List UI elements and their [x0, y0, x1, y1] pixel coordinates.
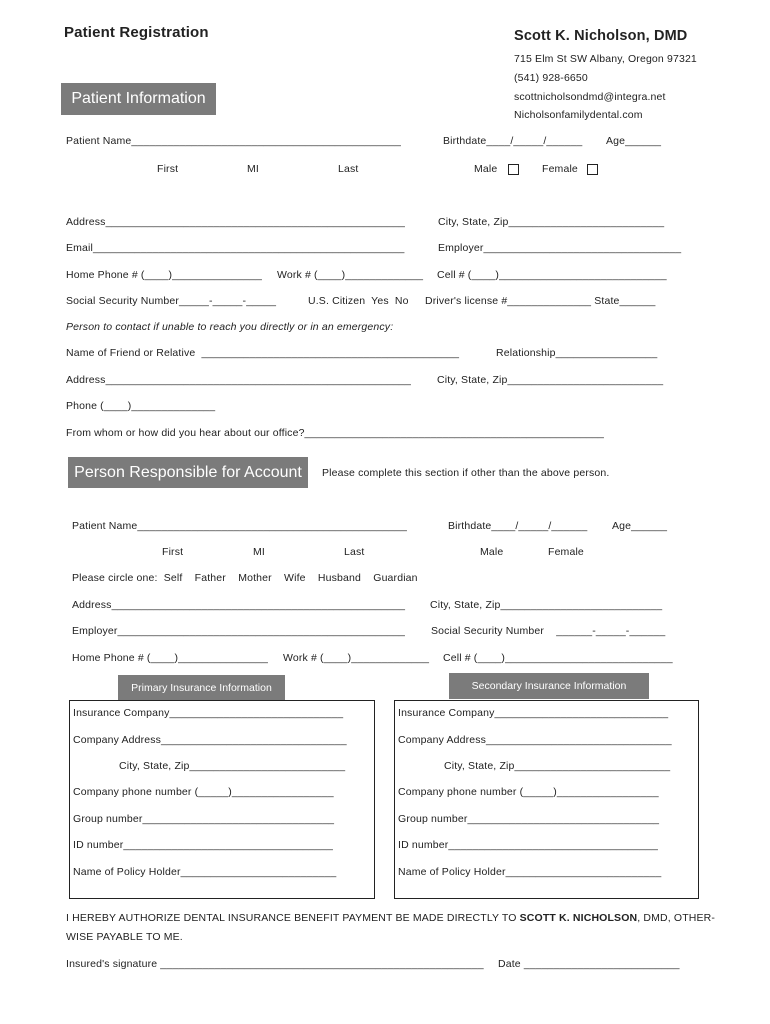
relationship-field[interactable]: Relationship_________________	[496, 347, 658, 359]
male-label: Male	[474, 163, 498, 175]
secondary-group-number-field[interactable]: Group number________________________________	[398, 813, 660, 825]
responsible-party-banner: Person Responsible for Account	[68, 457, 308, 488]
primary-id-number-field[interactable]: ID number___________________________________	[73, 839, 334, 851]
city-state-zip-field[interactable]: City, State, Zip__________________________	[438, 216, 665, 228]
first-label: First	[157, 163, 179, 175]
secondary-company-phone-field[interactable]: Company phone number (_____)_________________	[398, 786, 659, 798]
birthdate-field[interactable]: Birthdate____/_____/______	[443, 135, 583, 147]
responsible-mi-label: MI	[253, 546, 265, 558]
authorization-text-post: , DMD, OTHER-	[637, 912, 716, 924]
responsible-city-state-zip-field[interactable]: City, State, Zip___________________________	[430, 599, 663, 611]
responsible-first-label: First	[162, 546, 184, 558]
female-checkbox[interactable]	[587, 164, 598, 175]
practice-email: scottnicholsondmd@integra.net	[514, 91, 666, 103]
us-citizen-field[interactable]: U.S. Citizen Yes No	[308, 295, 409, 307]
authorization-doctor-name: SCOTT K. NICHOLSON	[519, 912, 638, 924]
work-phone-field[interactable]: Work # (____)_____________	[277, 269, 424, 281]
primary-insurance-banner: Primary Insurance Information	[118, 675, 285, 700]
responsible-birthdate-field[interactable]: Birthdate____/_____/______	[448, 520, 588, 532]
responsible-cell-phone-field[interactable]: Cell # (____)____________________________	[443, 652, 673, 664]
cell-phone-field[interactable]: Cell # (____)____________________________	[437, 269, 667, 281]
referral-source-field[interactable]: From whom or how did you hear about our office?__________________________________________________	[66, 427, 605, 439]
responsible-party-note: Please complete this section if other than the above person.	[322, 467, 610, 479]
responsible-name-field[interactable]: Patient Name_____________________________________________	[72, 520, 407, 532]
insured-signature-field[interactable]: Insured's signature ______________________________________________________	[66, 958, 484, 970]
primary-policy-holder-field[interactable]: Name of Policy Holder__________________________	[73, 866, 337, 878]
contact-address-field[interactable]: Address___________________________________________________	[66, 374, 412, 386]
home-phone-field[interactable]: Home Phone # (____)_______________	[66, 269, 263, 281]
patient-name-field[interactable]: Patient Name_____________________________________________	[66, 135, 401, 147]
address-field[interactable]: Address__________________________________________________	[66, 216, 406, 228]
friend-relative-field[interactable]: Name of Friend or Relative ___________________________________________	[66, 347, 460, 359]
contact-phone-field[interactable]: Phone (____)______________	[66, 400, 216, 412]
secondary-id-number-field[interactable]: ID number___________________________________	[398, 839, 659, 851]
responsible-employer-field[interactable]: Employer________________________________________________	[72, 625, 406, 637]
last-label: Last	[338, 163, 359, 175]
primary-company-address-field[interactable]: Company Address_______________________________	[73, 734, 347, 746]
secondary-insurance-company-field[interactable]: Insurance Company_____________________________	[398, 707, 669, 719]
doctor-name: Scott K. Nicholson, DMD	[514, 28, 688, 44]
ssn-field[interactable]: Social Security Number_____-_____-_____	[66, 295, 277, 307]
responsible-work-phone-field[interactable]: Work # (____)_____________	[283, 652, 430, 664]
practice-phone: (541) 928-6650	[514, 72, 588, 84]
male-checkbox[interactable]	[508, 164, 519, 175]
employer-field[interactable]: Employer_________________________________	[438, 242, 682, 254]
responsible-last-label: Last	[344, 546, 365, 558]
practice-website: Nicholsonfamilydental.com	[514, 109, 643, 121]
mi-label: MI	[247, 163, 259, 175]
drivers-license-field[interactable]: Driver's license #______________ State______	[425, 295, 656, 307]
secondary-insurance-banner: Secondary Insurance Information	[449, 673, 649, 699]
authorization-text-pre: I HEREBY AUTHORIZE DENTAL INSURANCE BENEFIT PAYMENT BE MADE DIRECTLY TO	[66, 912, 520, 924]
responsible-home-phone-field[interactable]: Home Phone # (____)_______________	[72, 652, 269, 664]
responsible-age-field[interactable]: Age______	[612, 520, 668, 532]
practice-address: 715 Elm St SW Albany, Oregon 97321	[514, 53, 697, 65]
authorization-statement-line2: WISE PAYABLE TO ME.	[66, 931, 183, 943]
primary-city-state-zip-field[interactable]: City, State, Zip__________________________	[119, 760, 346, 772]
responsible-female-label: Female	[548, 546, 584, 558]
relationship-circle-options[interactable]: Please circle one: Self Father Mother Wife Husband Guardian	[72, 572, 418, 584]
page-title: Patient Registration	[64, 24, 209, 41]
secondary-city-state-zip-field[interactable]: City, State, Zip__________________________	[444, 760, 671, 772]
responsible-address-field[interactable]: Address_________________________________________________	[72, 599, 406, 611]
primary-company-phone-field[interactable]: Company phone number (_____)_________________	[73, 786, 334, 798]
age-field[interactable]: Age______	[606, 135, 662, 147]
email-field[interactable]: Email____________________________________________________	[66, 242, 405, 254]
secondary-policy-holder-field[interactable]: Name of Policy Holder__________________________	[398, 866, 662, 878]
authorization-statement	[66, 912, 715, 924]
responsible-ssn-field[interactable]: Social Security Number ______-_____-______	[431, 625, 666, 637]
signature-date-field[interactable]: Date __________________________	[498, 958, 680, 970]
emergency-contact-note: Person to contact if unable to reach you directly or in an emergency:	[66, 321, 394, 333]
primary-group-number-field[interactable]: Group number________________________________	[73, 813, 335, 825]
contact-city-state-zip-field[interactable]: City, State, Zip__________________________	[437, 374, 664, 386]
patient-information-banner: Patient Information	[61, 83, 216, 115]
responsible-male-label: Male	[480, 546, 504, 558]
primary-insurance-company-field[interactable]: Insurance Company_____________________________	[73, 707, 344, 719]
secondary-company-address-field[interactable]: Company Address_______________________________	[398, 734, 672, 746]
female-label: Female	[542, 163, 578, 175]
